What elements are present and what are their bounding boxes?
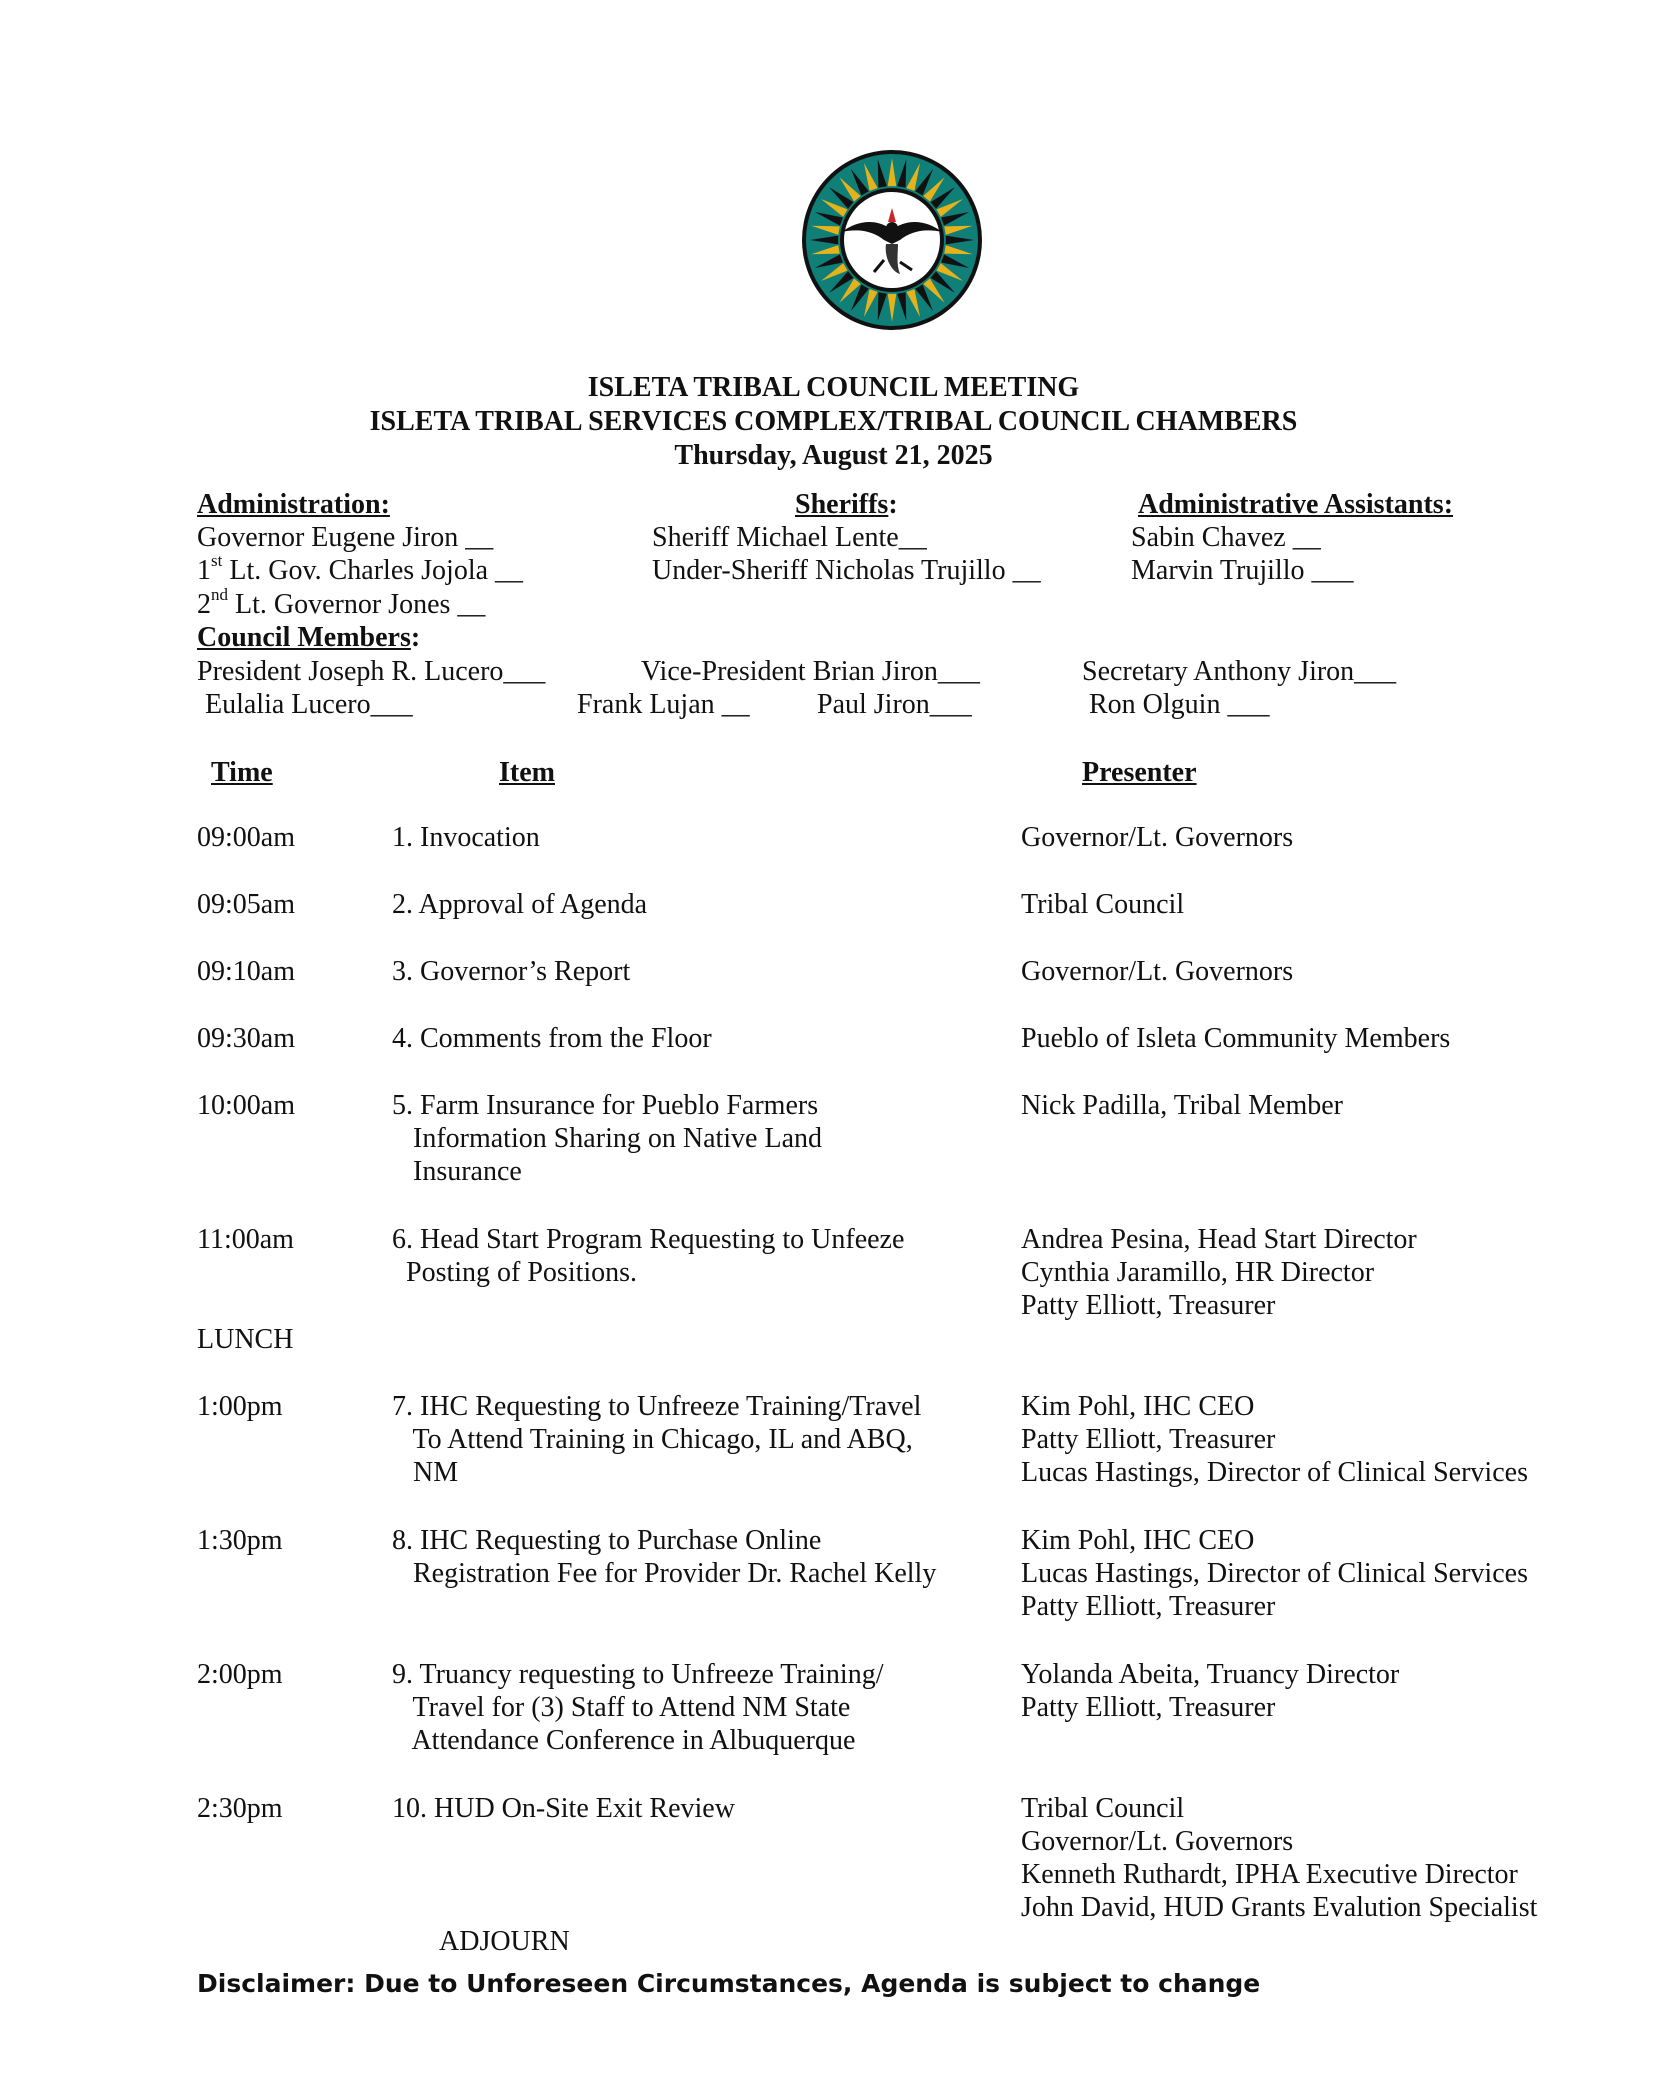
agenda-presenter (1021, 1792, 1537, 1924)
agenda-item (392, 1792, 735, 1825)
agenda-item-line: NM (392, 1457, 459, 1488)
presenter-column-header: Presenter (1082, 757, 1197, 788)
presenter-line: Tribal Council (1021, 1793, 1185, 1824)
agenda-item (392, 888, 647, 921)
agenda-item (392, 821, 540, 854)
agenda-item-line: Information Sharing on Native Land (392, 1123, 823, 1154)
agenda-item (392, 1390, 921, 1489)
item-column-header: Item (499, 757, 555, 788)
agenda-time: 09:05am (197, 889, 295, 920)
agenda-presenter (1021, 1524, 1528, 1623)
disclaimer-text: Disclaimer: Due to Unforeseen Circumstances, Agenda is subject to change (197, 1969, 1261, 1998)
agenda-presenter (1021, 1658, 1399, 1724)
agenda-item (392, 1223, 904, 1289)
agenda-item-line: Travel for (3) Staff to Attend NM State (392, 1692, 851, 1723)
administration-heading: Administration: (197, 489, 390, 520)
agenda-item (392, 1022, 712, 1055)
assistant-name: Marvin Trujillo ___ (1131, 555, 1354, 586)
agenda-time: 2:30pm (197, 1793, 283, 1824)
agenda-time: 09:10am (197, 956, 295, 987)
agenda-item-line: To Attend Training in Chicago, IL and ABQ, (392, 1424, 913, 1455)
agenda-item-line: 3. Governor’s Report (392, 956, 631, 987)
sheriffs-heading: Sheriffs: (795, 489, 898, 520)
meeting-title: ISLETA TRIBAL COUNCIL MEETING (587, 372, 1080, 403)
council-vice-president: Vice-President Brian Jiron___ (641, 656, 980, 687)
presenter-line: Cynthia Jaramillo, HR Director (1021, 1257, 1375, 1288)
agenda-time: 09:30am (197, 1023, 295, 1054)
agenda-presenter (1021, 955, 1293, 988)
presenter-line: Patty Elliott, Treasurer (1021, 1290, 1276, 1321)
governor-name: Governor Eugene Jiron __ (197, 522, 494, 553)
council-member: Paul Jiron___ (817, 689, 972, 720)
presenter-line: Governor/Lt. Governors (1021, 822, 1294, 853)
time-column-header: Time (211, 757, 273, 788)
agenda-presenter (1021, 1390, 1528, 1489)
council-secretary: Secretary Anthony Jiron___ (1082, 656, 1397, 687)
agenda-item (392, 1524, 936, 1590)
presenter-line: Lucas Hastings, Director of Clinical Services (1021, 1558, 1528, 1589)
presenter-line: Patty Elliott, Treasurer (1021, 1424, 1276, 1455)
presenter-line: Andrea Pesina, Head Start Director (1021, 1224, 1417, 1255)
agenda-time: 11:00am (197, 1224, 294, 1255)
adjourn-label: ADJOURN (439, 1926, 570, 1957)
council-member: Ron Olguin ___ (1089, 689, 1270, 720)
under-sheriff-name: Under-Sheriff Nicholas Trujillo __ (652, 555, 1041, 586)
agenda-item-line: Posting of Positions. (392, 1257, 638, 1288)
presenter-line: Nick Padilla, Tribal Member (1021, 1090, 1343, 1121)
presenter-line: Kenneth Ruthardt, IPHA Executive Director (1021, 1859, 1518, 1890)
agenda-time: 1:30pm (197, 1525, 283, 1556)
presenter-line: Lucas Hastings, Director of Clinical Services (1021, 1457, 1528, 1488)
presenter-line: Yolanda Abeita, Truancy Director (1021, 1659, 1400, 1690)
agenda-item (392, 955, 630, 988)
council-members-heading: Council Members: (197, 622, 421, 653)
agenda-item-line: 9. Truancy requesting to Unfreeze Training/ (392, 1659, 884, 1690)
presenter-line: Pueblo of Isleta Community Members (1021, 1023, 1451, 1054)
agenda-time: 09:00am (197, 822, 295, 853)
agenda-presenter (1021, 821, 1293, 854)
agenda-presenter (1021, 1223, 1417, 1322)
presenter-line: Governor/Lt. Governors (1021, 956, 1294, 987)
council-member: Frank Lujan __ (577, 689, 750, 720)
council-member: Eulalia Lucero___ (205, 689, 413, 720)
presenter-line: Kim Pohl, IHC CEO (1021, 1391, 1255, 1422)
assistant-name: Sabin Chavez __ (1131, 522, 1321, 553)
lunch-break: LUNCH (197, 1324, 294, 1355)
agenda-item-line: 4. Comments from the Floor (392, 1023, 712, 1054)
presenter-line: Tribal Council (1021, 889, 1185, 920)
agenda-item-line: Registration Fee for Provider Dr. Rachel Kelly (392, 1558, 937, 1589)
admin-assistants-heading: Administrative Assistants: (1138, 489, 1454, 520)
presenter-line: Patty Elliott, Treasurer (1021, 1591, 1276, 1622)
agenda-item-line: 6. Head Start Program Requesting to Unfeeze (392, 1224, 905, 1255)
first-lt-governor: 1st Lt. Gov. Charles Jojola __ (197, 550, 524, 586)
presenter-line: Kim Pohl, IHC CEO (1021, 1525, 1255, 1556)
presenter-line: John David, HUD Grants Evalution Specialist (1021, 1892, 1538, 1923)
agenda-time: 1:00pm (197, 1391, 283, 1422)
agenda-item-line: Attendance Conference in Albuquerque (392, 1725, 856, 1756)
tribal-seal-logo (800, 148, 984, 332)
agenda-item-line: Insurance (392, 1156, 522, 1187)
agenda-item-line: 1. Invocation (392, 822, 540, 853)
council-president: President Joseph R. Lucero___ (197, 656, 546, 687)
sheriff-name: Sheriff Michael Lente__ (652, 522, 927, 553)
agenda-presenter (1021, 1022, 1450, 1055)
second-lt-governor: 2nd Lt. Governor Jones __ (197, 584, 486, 620)
meeting-location: ISLETA TRIBAL SERVICES COMPLEX/TRIBAL COUNCIL CHAMBERS (369, 406, 1298, 437)
agenda-item-line: 10. HUD On-Site Exit Review (392, 1793, 735, 1824)
presenter-line: Governor/Lt. Governors (1021, 1826, 1294, 1857)
agenda-time: 10:00am (197, 1090, 295, 1121)
agenda-presenter (1021, 1089, 1343, 1122)
agenda-item-line: 2. Approval of Agenda (392, 889, 648, 920)
agenda-item-line: 7. IHC Requesting to Unfreeze Training/Travel (392, 1391, 922, 1422)
agenda-item-line: 5. Farm Insurance for Pueblo Farmers (392, 1090, 819, 1121)
presenter-line: Patty Elliott, Treasurer (1021, 1692, 1276, 1723)
agenda-time: 2:00pm (197, 1659, 283, 1690)
agenda-presenter (1021, 888, 1184, 921)
agenda-item-line: 8. IHC Requesting to Purchase Online (392, 1525, 822, 1556)
meeting-date: Thursday, August 21, 2025 (674, 440, 993, 471)
agenda-item (392, 1089, 822, 1188)
agenda-item (392, 1658, 884, 1757)
